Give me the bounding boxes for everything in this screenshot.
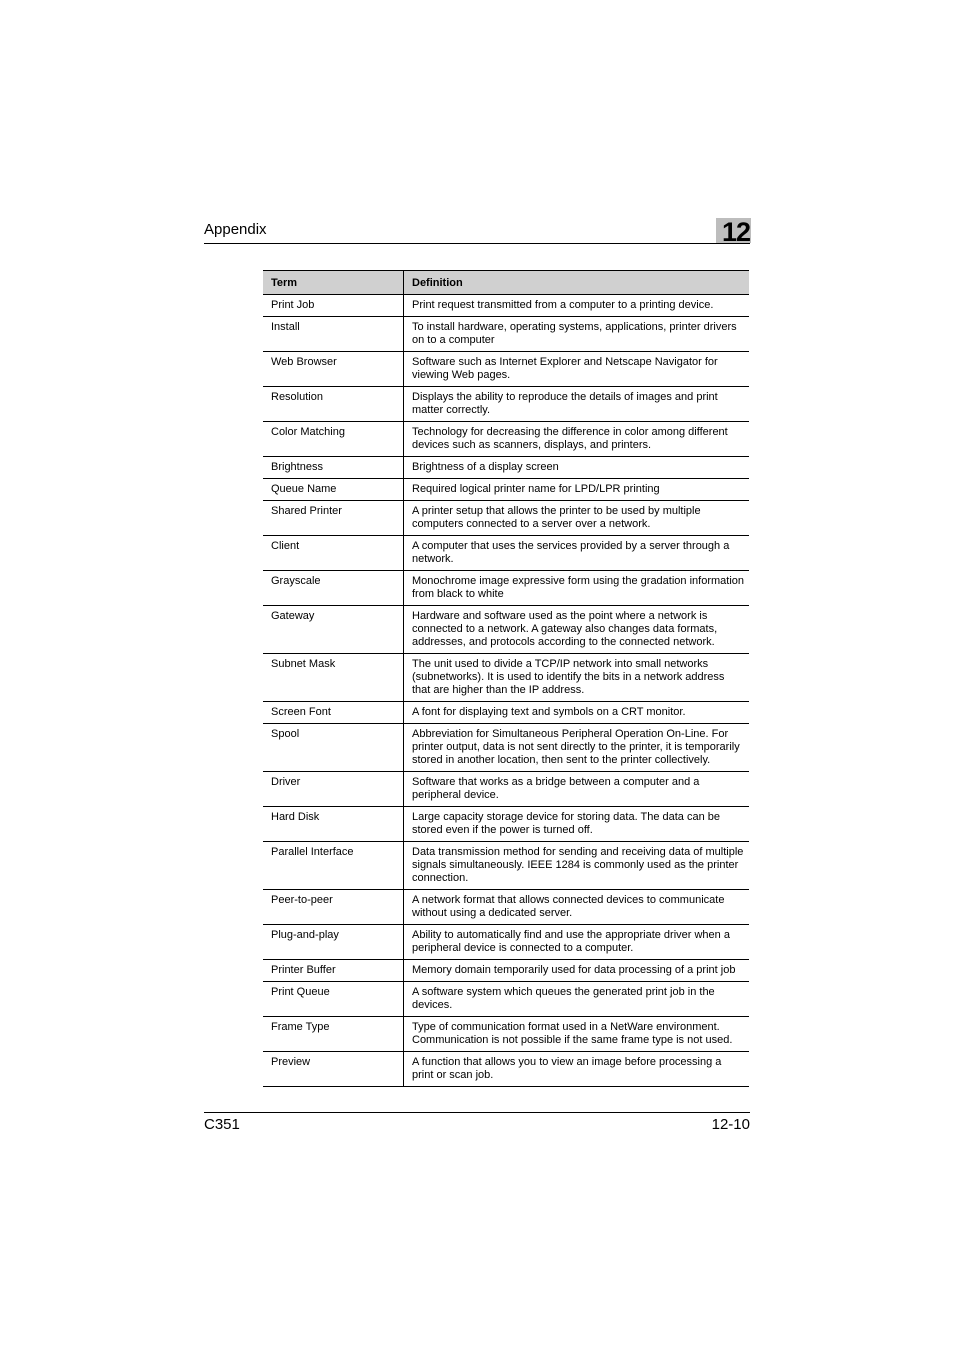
table-row	[263, 571, 749, 606]
term-cell: Subnet Mask	[263, 654, 404, 702]
page-number: 12-10	[711, 1116, 750, 1133]
definition-cell: Brightness of a display screen	[404, 457, 750, 479]
definition-cell: Large capacity storage device for storing data. The data can be stored even if the power is turned off.	[404, 807, 750, 842]
term-cell: Brightness	[263, 457, 404, 479]
term-cell: Print Queue	[263, 982, 404, 1017]
definition-cell: Hardware and software used as the point where a network is connected to a network. A gateway also changes data formats, addresses, and protocols according to the connected network.	[404, 606, 750, 654]
table-row	[263, 536, 749, 571]
term-cell: Shared Printer	[263, 501, 404, 536]
table-row	[263, 890, 749, 925]
term-cell: Web Browser	[263, 352, 404, 387]
table-row	[263, 317, 749, 352]
definition-cell: Software that works as a bridge between a computer and a peripheral device.	[404, 772, 750, 807]
model-name: C351	[204, 1116, 240, 1133]
definition-cell: To install hardware, operating systems, applications, printer drivers on to a computer	[404, 317, 750, 352]
term-cell: Client	[263, 536, 404, 571]
table-row	[263, 807, 749, 842]
term-cell: Parallel Interface	[263, 842, 404, 890]
term-cell: Preview	[263, 1052, 404, 1087]
table-row	[263, 654, 749, 702]
definition-cell: Type of communication format used in a NetWare environment. Communication is not possible if the same frame type is not used.	[404, 1017, 750, 1052]
table-row	[263, 842, 749, 890]
definition-cell: A computer that uses the services provided by a server through a network.	[404, 536, 750, 571]
term-cell: Gateway	[263, 606, 404, 654]
table-row	[263, 772, 749, 807]
definition-cell: A function that allows you to view an image before processing a print or scan job.	[404, 1052, 750, 1087]
definition-cell: A printer setup that allows the printer to be used by multiple computers connected to a server over a network.	[404, 501, 750, 536]
definition-cell: The unit used to divide a TCP/IP network into small networks (subnetworks). It is used to identify the bits in a network address that are higher than the IP address.	[404, 654, 750, 702]
chapter-number-tab: 12	[716, 218, 751, 243]
page-footer	[204, 1112, 750, 1133]
definition-cell: Data transmission method for sending and receiving data of multiple signals simultaneously. IEEE 1284 is commonly used as the printer connection.	[404, 842, 750, 890]
term-cell: Queue Name	[263, 479, 404, 501]
term-cell: Spool	[263, 724, 404, 772]
table-row	[263, 387, 749, 422]
definition-cell: Displays the ability to reproduce the details of images and print matter correctly.	[404, 387, 750, 422]
table-row	[263, 457, 749, 479]
table-row	[263, 702, 749, 724]
table-row	[263, 1052, 749, 1087]
page-header	[204, 218, 750, 244]
definition-cell: Print request transmitted from a computer to a printing device.	[404, 295, 750, 317]
definition-cell: Software such as Internet Explorer and Netscape Navigator for viewing Web pages.	[404, 352, 750, 387]
term-cell: Print Job	[263, 295, 404, 317]
table-body	[263, 295, 749, 1087]
definition-cell: A software system which queues the generated print job in the devices.	[404, 982, 750, 1017]
definition-cell: Ability to automatically find and use the appropriate driver when a peripheral device is connected to a computer.	[404, 925, 750, 960]
table-row	[263, 925, 749, 960]
term-cell: Driver	[263, 772, 404, 807]
table-header-row	[263, 271, 749, 295]
term-cell: Plug-and-play	[263, 925, 404, 960]
column-header-term: Term	[263, 271, 404, 295]
term-cell: Frame Type	[263, 1017, 404, 1052]
definition-cell: A font for displaying text and symbols on a CRT monitor.	[404, 702, 750, 724]
term-cell: Resolution	[263, 387, 404, 422]
definition-cell: Abbreviation for Simultaneous Peripheral Operation On-Line. For printer output, data is not sent directly to the printer, it is temporarily stored in another location, then sent to the printer collectively.	[404, 724, 750, 772]
table-row	[263, 606, 749, 654]
table-row	[263, 422, 749, 457]
column-header-definition: Definition	[404, 271, 750, 295]
term-cell: Peer-to-peer	[263, 890, 404, 925]
section-title: Appendix	[204, 221, 267, 238]
table-row	[263, 479, 749, 501]
definition-cell: Monochrome image expressive form using the gradation information from black to white	[404, 571, 750, 606]
table-row	[263, 724, 749, 772]
term-cell: Printer Buffer	[263, 960, 404, 982]
term-cell: Hard Disk	[263, 807, 404, 842]
definition-cell: Required logical printer name for LPD/LPR printing	[404, 479, 750, 501]
term-cell: Grayscale	[263, 571, 404, 606]
table-row	[263, 982, 749, 1017]
table-row	[263, 352, 749, 387]
definition-cell: A network format that allows connected devices to communicate without using a dedicated server.	[404, 890, 750, 925]
table-row	[263, 960, 749, 982]
glossary-table	[263, 270, 749, 1087]
table-row	[263, 295, 749, 317]
term-cell: Install	[263, 317, 404, 352]
term-cell: Color Matching	[263, 422, 404, 457]
term-cell: Screen Font	[263, 702, 404, 724]
definition-cell: Technology for decreasing the difference in color among different devices such as scanners, displays, and printers.	[404, 422, 750, 457]
table-row	[263, 1017, 749, 1052]
definition-cell: Memory domain temporarily used for data processing of a print job	[404, 960, 750, 982]
table-row	[263, 501, 749, 536]
